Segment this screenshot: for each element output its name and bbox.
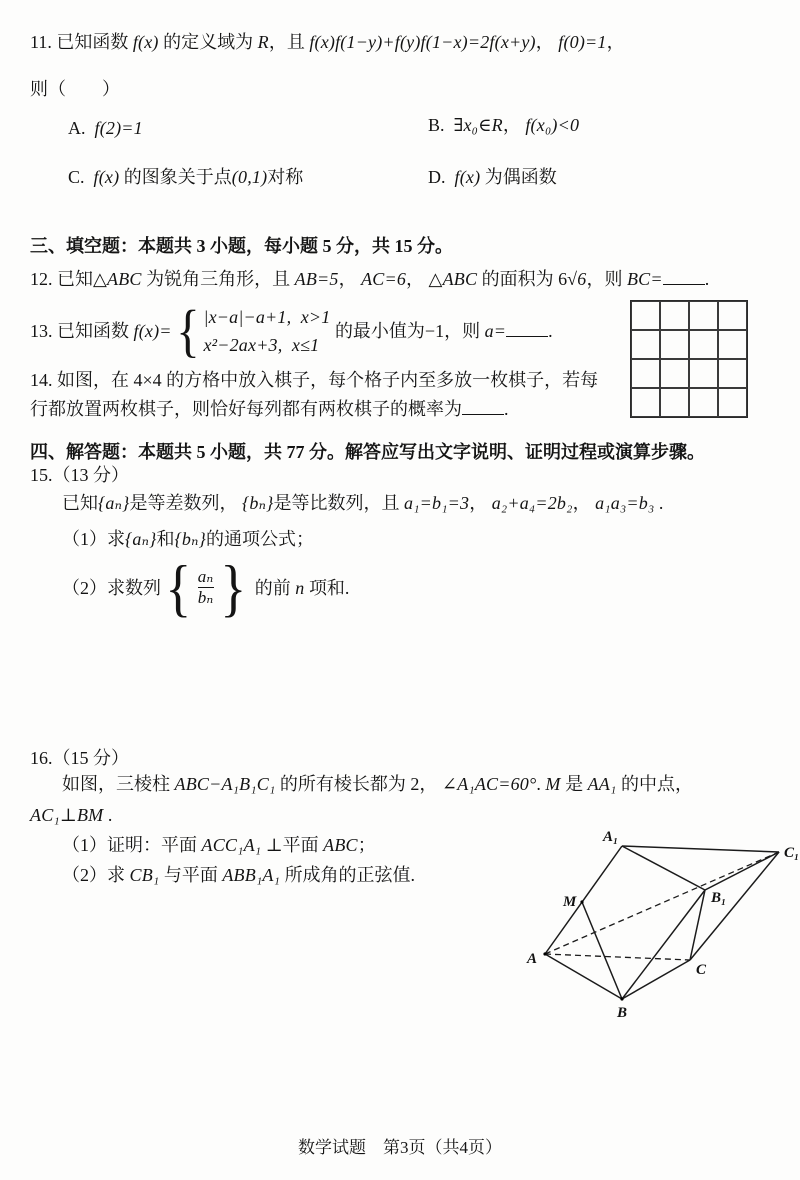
q15-head: 15.（13 分）: [30, 465, 129, 485]
q14-grid-figure: [630, 300, 748, 418]
q15-fraction-numerator: aₙ: [197, 567, 214, 587]
section3-title: 三、填空题：本题共 3 小题，每小题 5 分，共 15 分。: [30, 236, 453, 256]
q15-part2-prefix: （2）求数列: [62, 577, 161, 598]
q11-line1: 11. 已知函数 f(x) 的定义域为 R，且 f(x)f(1−y)+f(y)f(1−x)=2f(x+y)， f(0)=1，: [30, 32, 625, 52]
q12-line: 12. 已知△ABC 为锐角三角形，且 AB=5， AC=6， △ABC 的面积为 6√6，则 BC= .: [30, 266, 709, 291]
q13-case1: |x−a|−a+1, x>1: [203, 306, 331, 327]
q16-part1: （1）证明：平面 ACC₁A₁ ⊥平面 ABC；: [62, 835, 376, 855]
vertex-label-b: B: [617, 1005, 628, 1021]
q15-fraction-denominator: bₙ: [197, 588, 214, 607]
q16-prism-figure: [518, 824, 800, 1030]
vertex-label-m: M: [563, 894, 577, 910]
vertex-label-a: A: [527, 951, 538, 967]
q13-case2: x²−2ax+3, x≤1: [203, 335, 320, 355]
q16-part2: （2）求 CB₁ 与平面 ABB₁A₁ 所成角的正弦值.: [62, 865, 416, 885]
q13-cases: [203, 305, 330, 358]
q15-brace-close: }: [219, 552, 246, 624]
q16-head: 16.（15 分）: [30, 748, 129, 768]
q11-option-c: C. f(x) 的图象关于点(0,1)对称: [68, 167, 304, 187]
q13-prefix: 13. 已知函数 f(x)=: [30, 320, 172, 341]
q15-part2: [62, 552, 350, 624]
q16-line2: AC₁⊥BM .: [30, 805, 113, 825]
q14-line1: 14. 如图，在 4×4 的方格中放入棋子，每个格子内至多放一枚棋子，若每: [30, 370, 599, 390]
q11-option-a: A. f(2)=1: [68, 118, 143, 138]
page-footer: 数学试题 第3页（共4页）: [298, 1138, 502, 1157]
vertex-label-c1: C₁: [784, 845, 800, 861]
q13-brace: {: [175, 297, 200, 363]
q14-line2: 行都放置两枚棋子，则恰好每列都有两枚棋子的概率为 .: [30, 396, 509, 421]
q11-option-b: B. ∃x₀∈R， f(x₀)<0: [428, 115, 580, 135]
vertex-label-a1: A₁: [603, 829, 619, 845]
q15-brace-open: {: [165, 552, 192, 624]
vertex-label-b1: B₁: [711, 890, 727, 906]
q15-part1: （1）求{aₙ}和{bₙ}的通项公式；: [62, 529, 314, 549]
q15-fraction: [198, 568, 214, 607]
q11-option-d: D. f(x) 为偶函数: [428, 167, 557, 187]
vertex-label-c: C: [696, 962, 707, 978]
q13-line: [30, 297, 553, 363]
q13-suffix: 的最小值为−1，则 a= .: [330, 318, 552, 343]
q15-given: 已知{aₙ}是等差数列， {bₙ}是等比数列，且 a₁=b₁=3， a₂+a₄=2b₂， a₁a₃=b₃ .: [62, 493, 664, 513]
q16-line1: 如图，三棱柱 ABC−A₁B₁C₁ 的所有棱长都为 2， ∠A₁AC=60°. M 是 AA₁ 的中点，: [62, 774, 693, 794]
q15-part2-suffix: 的前 n 项和.: [250, 577, 350, 598]
q11-line2: 则（ ）: [30, 79, 120, 99]
section4-title: 四、解答题：本题共 5 小题，共 77 分。解答应写出文字说明、证明过程或演算步骤。: [30, 442, 705, 462]
